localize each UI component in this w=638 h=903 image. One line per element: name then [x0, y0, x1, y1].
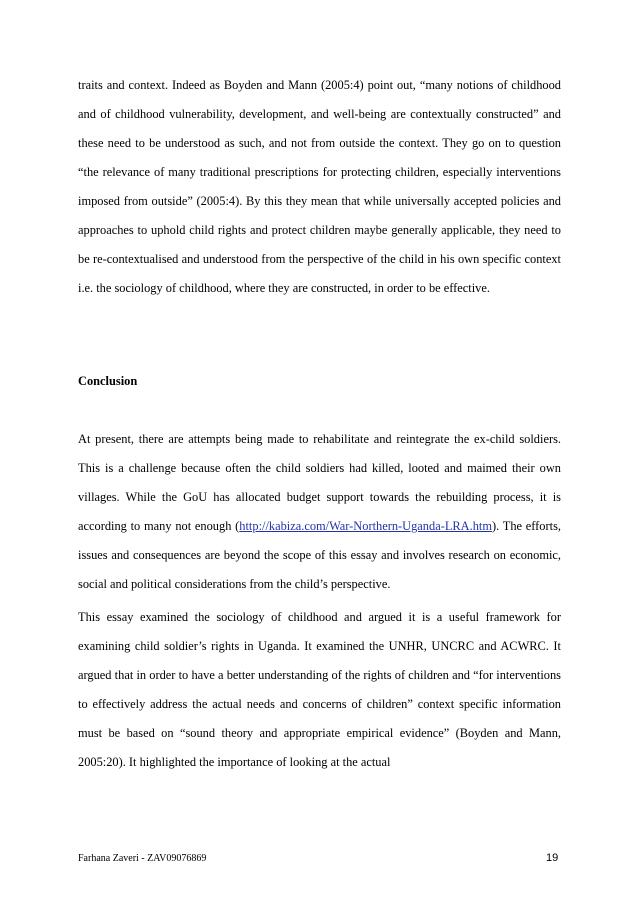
reference-link[interactable]: http://kabiza.com/War-Northern-Uganda-LRA.htm: [239, 519, 492, 533]
paragraph-3: This essay examined the sociology of childhood and argued it is a useful framework for examining child soldier’s rights in Uganda. It examined the UNHR, UNCRC and ACWRC. It argued that in order to have a better understanding of the rights of children and “for interventions to effectively address the actual needs and concerns of children” context specific information must be based on “sound theory and appropriate empirical evidence” (Boyden and Mann, 2005:20). It highlighted the importance of looking at the actual: [78, 610, 561, 769]
page-number: 19: [546, 852, 559, 864]
paragraph-2: [78, 425, 561, 599]
paragraph-2-text-after-link: ). The efforts, issues and consequences are beyond the scope of this essay and involves research on economic, social and political considerations from the child’s perspective.: [78, 519, 561, 591]
paragraph-2-text-before-link: At present, there are attempts being made to rehabilitate and reintegrate the ex-child soldiers. This is a challenge because often the child soldiers had killed, looted and maimed their own villages. While the GoU has allocated budget support towards the rebuilding process, it is according to many not enough (: [78, 432, 561, 533]
footer-author: Farhana Zaveri - ZAV09076869: [78, 853, 207, 864]
section-heading-conclusion: Conclusion: [78, 374, 138, 388]
paragraph-1: traits and context. Indeed as Boyden and Mann (2005:4) point out, “many notions of childhood and of childhood vulnerability, development, and well-being are contextually constructed” and these need to be understood as such, and not from outside the context. They go on to question “the relevance of many traditional prescriptions for protecting children, especially interventions imposed from outside” (2005:4). By this they mean that while universally accepted policies and approaches to uphold child rights and protect children maybe generally applicable, they need to be re-contextualised and understood from the perspective of the child in his own specific context i.e. the sociology of childhood, where they are constructed, in order to be effective.: [78, 78, 561, 295]
